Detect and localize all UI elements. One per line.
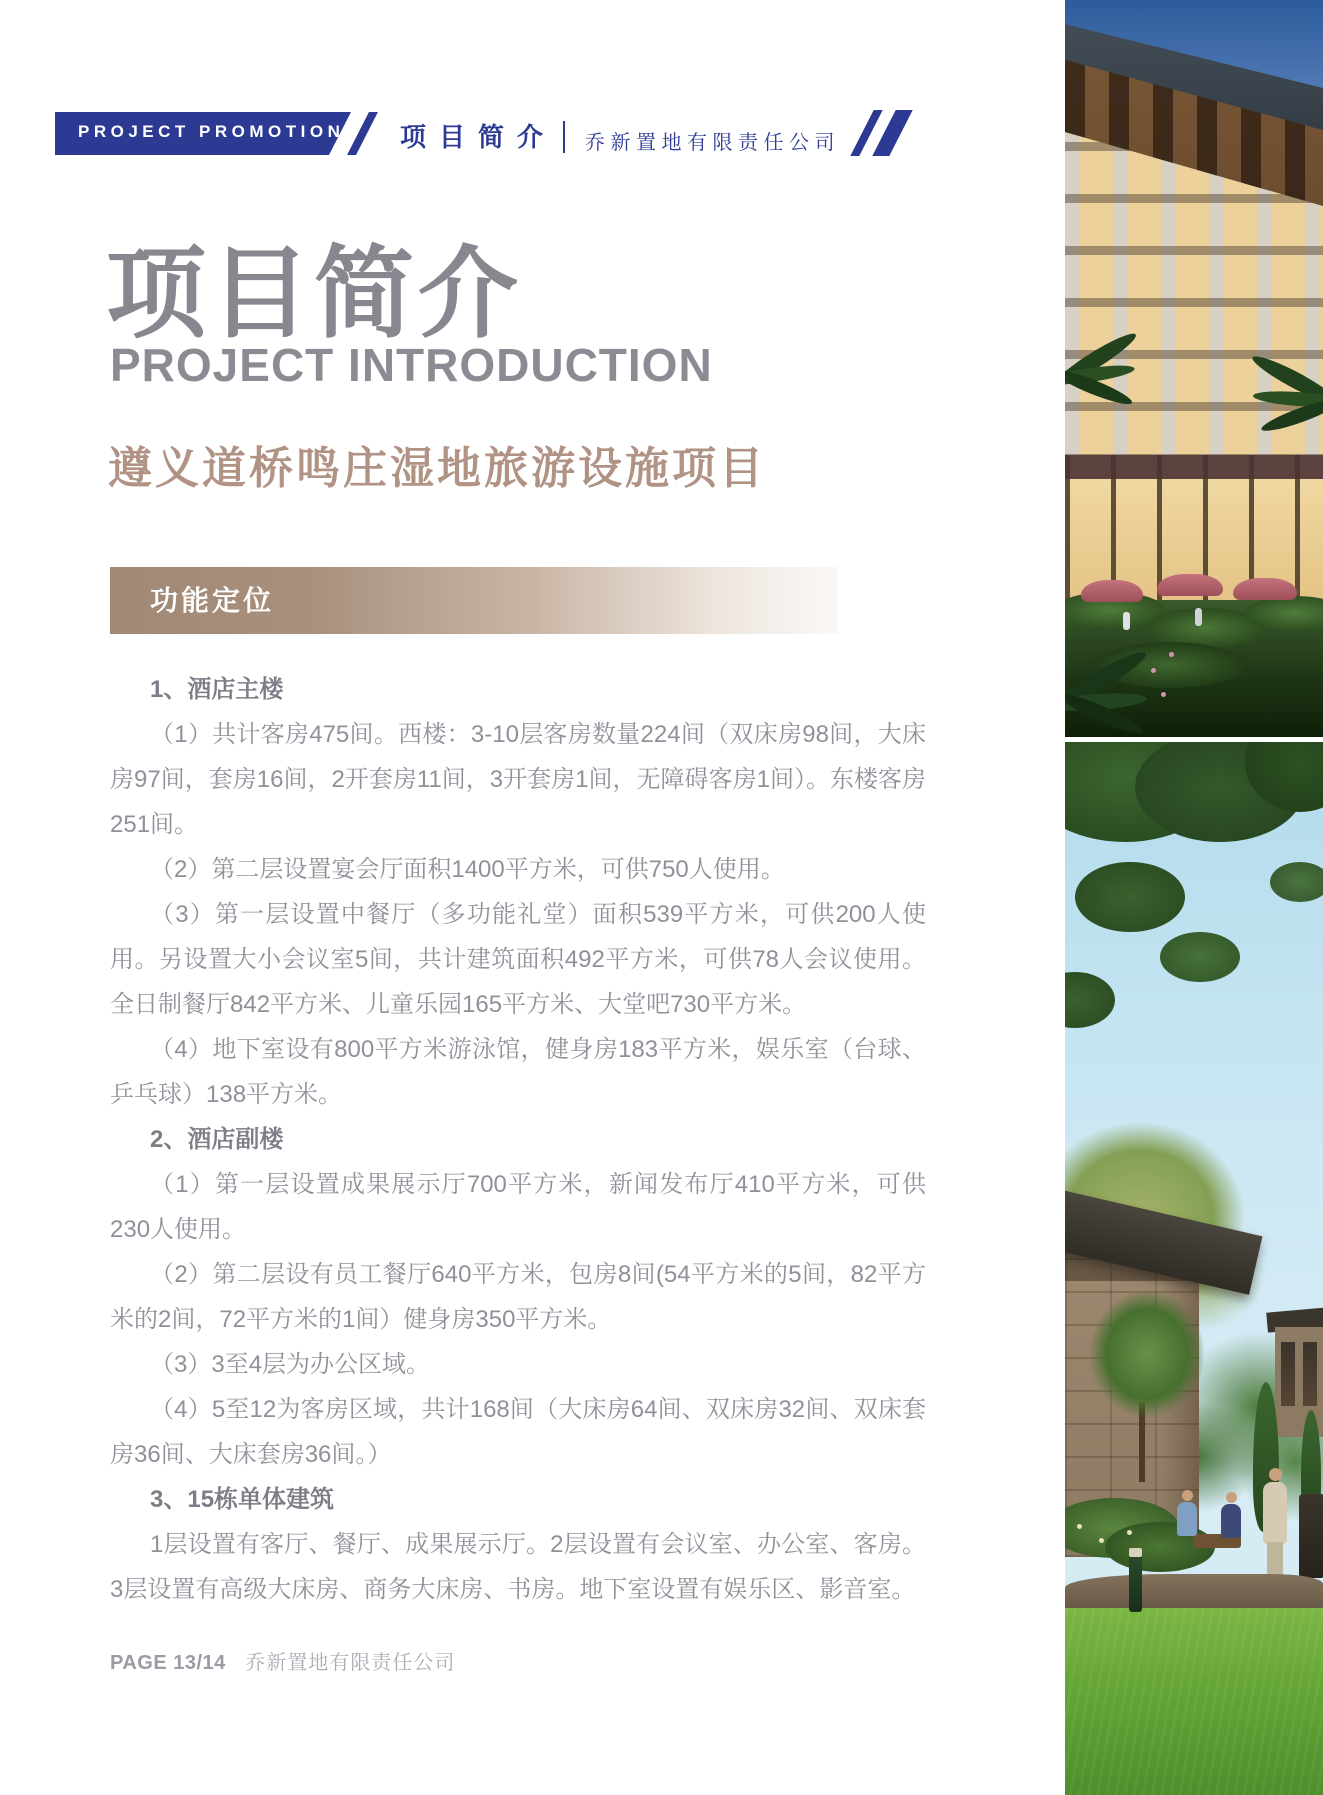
photo-tree-canopy <box>1270 862 1323 902</box>
photo-umbrella <box>1233 578 1297 600</box>
photo-window <box>1303 1342 1317 1406</box>
body-text-column <box>110 667 926 1612</box>
photo-person <box>1195 608 1202 626</box>
photo-umbrella <box>1081 580 1143 602</box>
photo-flower <box>1161 692 1166 697</box>
header-slash-icon <box>347 112 378 155</box>
photo-flower <box>1099 1538 1104 1543</box>
body-paragraph: （3）第一层设置中餐厅（多功能礼堂）面积539平方米，可供200人使用。另设置大小会议室5间，共计建筑面积492平方米，可供78人会议使用。全日制餐厅842平方米、儿童乐园165平方米、大堂吧730平方米。 <box>110 901 926 1018</box>
photo-flower <box>1077 1524 1082 1529</box>
footer-page-number: PAGE 13/14 <box>110 1652 226 1674</box>
section-banner-label: 功能定位 <box>150 585 275 616</box>
body-paragraph: （3）3至4层为办公区域。 <box>150 1351 431 1378</box>
body-subheading: 3、15栋单体建筑 <box>150 1486 335 1513</box>
header-divider <box>563 121 565 153</box>
photo-small-tree <box>1089 1290 1205 1418</box>
photo-bollard-lamp-cap <box>1129 1548 1142 1557</box>
photo-person-head <box>1182 1490 1193 1501</box>
photo-grill-cart <box>1299 1494 1323 1578</box>
header-banner-en-label: PROJECT PROMOTION <box>78 122 345 141</box>
photo-flower <box>1127 1530 1132 1535</box>
villa-rendering-photo <box>1065 742 1323 1795</box>
footer-company-name: 乔新置地有限责任公司 <box>245 1652 456 1674</box>
photo-flower <box>1169 652 1174 657</box>
page-title-zh: 项目简介 <box>106 238 522 350</box>
photo-standing-person <box>1263 1482 1287 1544</box>
body-subheading: 2、酒店副楼 <box>150 1126 284 1153</box>
photo-bollard-lamp <box>1129 1554 1142 1612</box>
section-banner <box>110 567 838 634</box>
photo-seated-person <box>1221 1504 1241 1538</box>
photo-person-head <box>1226 1492 1237 1503</box>
page-footer <box>110 1646 455 1675</box>
photo-window <box>1281 1342 1295 1406</box>
hotel-rendering-photo <box>1065 0 1323 737</box>
photo-person-head <box>1269 1468 1282 1481</box>
body-paragraph: （4）5至12为客房区域，共计168间（大床房64间、双床房32间、双床套房36间、大床套房36间。） <box>110 1396 926 1468</box>
photo-lawn <box>1065 1608 1323 1795</box>
body-paragraph: （2）第二层设置宴会厅面积1400平方米，可供750人使用。 <box>150 856 785 883</box>
header-title-zh: 项目简介 <box>400 122 557 152</box>
body-paragraph: （2）第二层设有员工餐厅640平方米，包房8间(54平方米的5间，82平方米的2间，72平方米的1间）健身房350平方米。 <box>110 1261 926 1333</box>
header-company-name: 乔新置地有限责任公司 <box>585 132 840 154</box>
body-paragraph: （1）第一层设置成果展示厅700平方米，新闻发布厅410平方米，可供230人使用。 <box>110 1171 926 1243</box>
photo-flower <box>1151 668 1156 673</box>
body-subheading: 1、酒店主楼 <box>150 676 284 703</box>
page-title-en: PROJECT INTRODUCTION <box>110 339 713 391</box>
photo-umbrella <box>1157 574 1223 596</box>
body-paragraph: （1）共计客房475间。西楼：3-10层客房数量224间（双床房98间，大床房97间，套房16间，2开套房11间，3开套房1间，无障碍客房1间）。东楼客房251间。 <box>110 721 926 838</box>
photo-seated-person <box>1177 1502 1197 1536</box>
photo-tree-canopy <box>1075 862 1185 932</box>
photo-person <box>1123 612 1130 630</box>
photo-tree-canopy <box>1160 932 1240 982</box>
body-paragraph: （4）地下室设有800平方米游泳馆，健身房183平方米，娱乐室（台球、乒乓球）138平方米。 <box>110 1036 926 1108</box>
project-name-heading: 遵义道桥鸣庄湿地旅游设施项目 <box>108 444 766 493</box>
body-paragraph: 1层设置有客厅、餐厅、成果展示厅。2层设置有会议室、办公室、客房。3层设置有高级大床房、商务大床房、书房。地下室设置有娱乐区、影音室。 <box>110 1531 926 1603</box>
